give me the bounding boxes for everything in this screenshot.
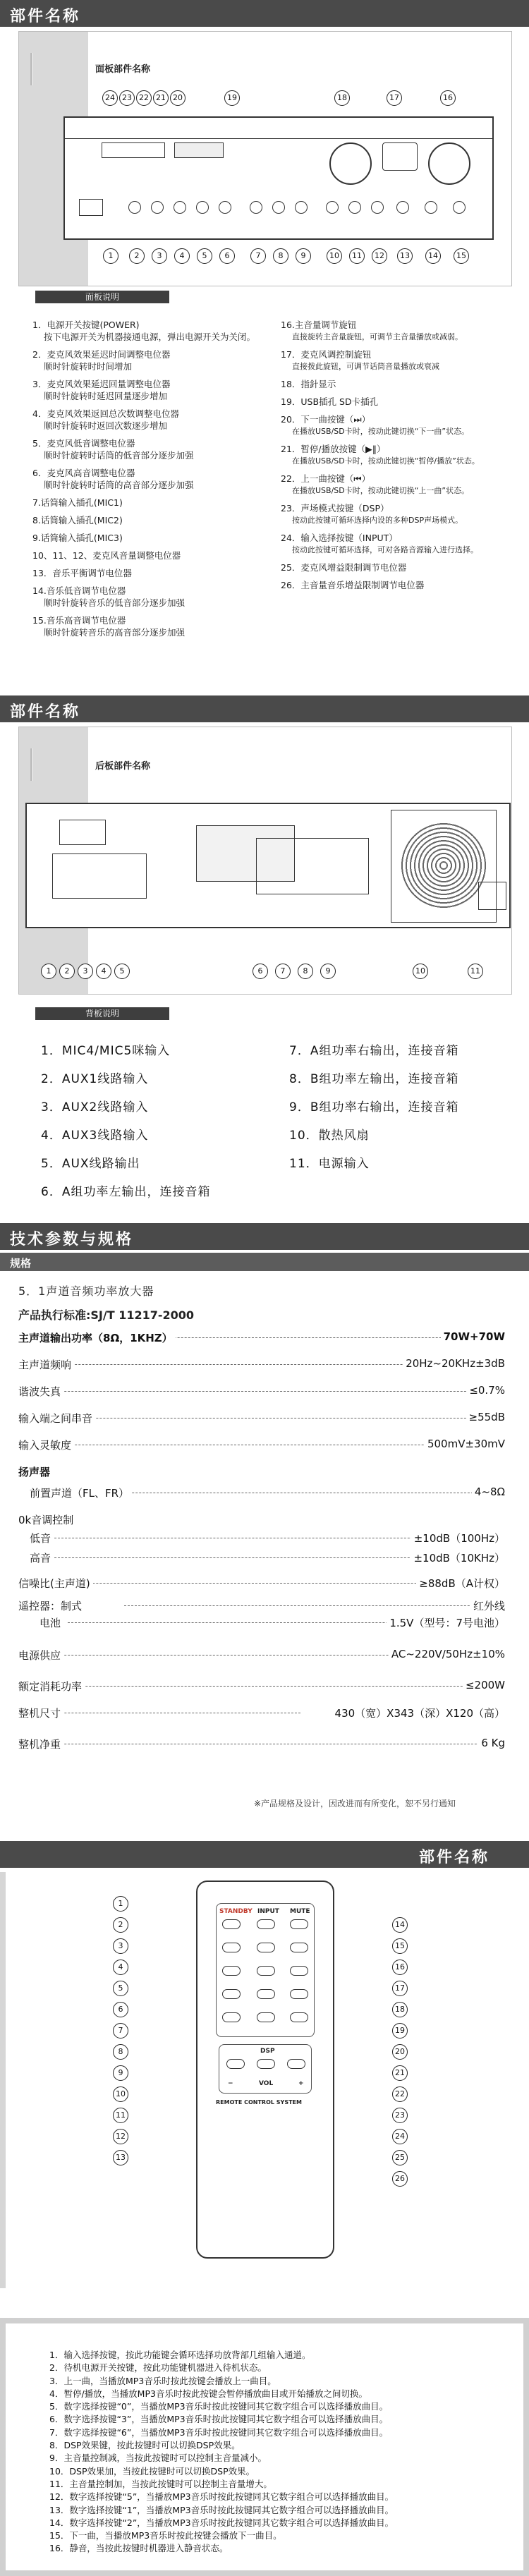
remote-callout-18: 18 <box>392 2002 408 2017</box>
remote-desc-item: 12．数字选择按键“5”，当播放MP3音乐时按此按键同其它数字组合可以选择播放曲目。 <box>49 2491 394 2503</box>
aux-input-block <box>52 853 147 899</box>
remote-parts-header <box>0 1841 529 1868</box>
mic-input-block <box>59 820 106 845</box>
mic-delay-knob <box>128 201 141 214</box>
callout-12: 12 <box>372 248 387 264</box>
front-desc-item: 23．声场模式按键（DSP） 按动此按键可循环选择内设的多种DSP声场模式。 <box>281 503 463 525</box>
front-desc-item: 8.话筒输入插孔(MIC2) <box>32 515 123 525</box>
remote-callout-25: 25 <box>392 2150 408 2165</box>
spec-table <box>18 1325 505 1758</box>
rear-desc-item: 4．AUX3线路输入 <box>41 1129 149 1143</box>
rear-desc-item: 6．A组功率左输出，连接音箱 <box>41 1185 211 1199</box>
callout-14: 14 <box>425 248 441 264</box>
spec-title: 规格 <box>10 1257 32 1270</box>
speaker-terminals <box>256 838 369 894</box>
mic-repeat-knob <box>174 201 186 214</box>
callout-9: 9 <box>296 248 311 264</box>
remote-callout-11: 11 <box>113 2108 128 2123</box>
front-desc-item: 19．USB插孔 SD卡插孔 <box>281 396 379 407</box>
front-desc-item: 17．麦克风调控制旋钮 直接拨此旋钮，可调节话筒音量播放或衰减 <box>281 349 439 371</box>
front-desc-item: 24．输入选择按键（INPUT） 按动此按键可循环选择，可对各路音源输入进行选择。 <box>281 533 478 554</box>
spec-row: 整机净重 6 Kg <box>18 1737 505 1751</box>
standby-button[interactable] <box>222 1919 241 1929</box>
next-button[interactable] <box>290 1943 308 1952</box>
standby-label: STANDBY <box>219 1908 253 1915</box>
front-desc-item: 7.话筒输入插孔(MIC1) <box>32 497 123 508</box>
front-desc-item: 9.话筒输入插孔(MIC3) <box>32 533 123 543</box>
vu-meter <box>382 142 418 171</box>
front-desc-item: 15.音乐高音调节电位器 顺时针旋转音乐的高音部分逐步加强 <box>32 615 186 638</box>
spec-row: 整机尺寸 430（宽）X343（深）X120（高） <box>18 1707 505 1720</box>
rear-desc-item: 8．B组功率左输出，连接音箱 <box>289 1072 459 1086</box>
rear-desc-item: 11．电源输入 <box>289 1157 370 1171</box>
front-desc-item: 18．指針显示 <box>281 379 336 389</box>
rear-desc-item: 10．散热风扇 <box>289 1129 370 1143</box>
mic-echo-knob <box>151 201 164 214</box>
front-desc-item: 14.音乐低音调节电位器 顺时针旋转音乐的低音部分逐步加强 <box>32 585 186 608</box>
callout-13: 13 <box>397 248 413 264</box>
remote-desc-item: 13．数字选择按键“1”，当播放MP3音乐时按此按键同其它数字组合可以选择播放曲目。 <box>49 2504 394 2515</box>
remote-callout-5: 5 <box>113 1981 128 1996</box>
remote-callout-26: 26 <box>392 2171 408 2187</box>
dsp-plus-button[interactable] <box>287 2059 305 2069</box>
digit-2-button[interactable] <box>257 1966 275 1976</box>
power-socket <box>478 882 506 910</box>
rear-callout-10: 10 <box>413 964 428 979</box>
front-parts-title: 部件名称 <box>10 8 81 25</box>
remote-callout-1: 1 <box>113 1896 128 1912</box>
callout-19: 19 <box>224 90 240 106</box>
callout-18: 18 <box>334 90 350 106</box>
rear-desc-item: 7．A组功率右输出，连接音箱 <box>289 1044 459 1058</box>
remote-desc-item: 1．输入选择按键，按此功能键会循环选择功放背部几组输入通道。 <box>49 2350 311 2360</box>
callout-6: 6 <box>219 248 235 264</box>
front-desc-right <box>281 319 521 597</box>
rear-callout-5: 5 <box>114 964 130 979</box>
front-desc-item: 21．暂停/播放按键（▶‖） 在播放USB/SD卡时，按动此键切换“暂停/播放”状态。 <box>281 444 480 466</box>
spec-row: 电源供应 AC~220V/50Hz±10% <box>18 1648 505 1662</box>
front-panel-label: 面板部件名称 <box>95 64 151 75</box>
spec-row: 遥控器：制式 红外线 <box>18 1600 505 1612</box>
digit-1-button[interactable] <box>222 1966 241 1976</box>
front-desc-left <box>32 319 265 644</box>
remote-desc-item: 9．主音量控制减，当按此按键时可以控制主音量减小。 <box>49 2453 267 2464</box>
callout-17: 17 <box>387 90 402 106</box>
remote-desc-item: 6．数字选择按键“3”，当播放MP3音乐时按此按键同其它数字组合可以选择播放曲目。 <box>49 2414 389 2425</box>
rear-callout-3: 3 <box>78 964 93 979</box>
remote-parts-title: 部件名称 <box>419 1849 490 1866</box>
digit-8-button[interactable] <box>257 2012 275 2022</box>
front-desc-item: 20．下一曲按键（⏭） 在播放USB/SD卡时，按动此键切换“下一曲”状态。 <box>281 414 470 436</box>
spec-note: ※产品规格及设计，因改进而有所变化，恕不另行通知 <box>254 1799 456 1809</box>
rear-desc-item: 5．AUX线路输出 <box>41 1157 140 1171</box>
remote-callout-19: 19 <box>392 2023 408 2039</box>
remote-desc-item: 10．DSP效果加，当按此按键时可以切换DSP效果。 <box>49 2465 255 2477</box>
remote-callout-15: 15 <box>392 1938 408 1954</box>
front-desc-item: 25．麦克风增益限制调节电位器 <box>281 562 407 573</box>
fan-grille <box>400 822 487 909</box>
remote-desc-list <box>49 2349 394 2556</box>
mic1-volume-knob <box>326 201 339 214</box>
rear-stripe-marker <box>30 748 33 781</box>
remote-desc-item: 11．主音量控制加，当按此按键时可以控制主音量增大。 <box>49 2478 272 2489</box>
mic3-volume-knob <box>371 201 384 214</box>
remote-desc-item: 4．暂停/播放，当播放MP3音乐时按此按键会暂停播放曲目或开始播放之间切换。 <box>49 2388 367 2399</box>
remote-desc-item: 15．下一曲，当播放MP3音乐时按此按键会播放下一曲目。 <box>49 2530 282 2541</box>
mic2-jack <box>272 201 285 214</box>
spec-header <box>0 1253 529 1271</box>
remote-callout-24: 24 <box>392 2129 408 2144</box>
spec-product-title: 5．1声道音频功率放大器 <box>18 1284 154 1298</box>
front-desc-item: 26．主音量音乐增益限制调节电位器 <box>281 580 425 590</box>
remote-desc-item: 14．数字选择按键“2”，当播放MP3音乐时按此按键同其它数字组合可以选择播放曲目。 <box>49 2517 394 2528</box>
rear-callout-9: 9 <box>320 964 336 979</box>
front-desc-item: 5．麦克风低音调整电位器 顺时针旋转时话筒的低音部分逐步加强 <box>32 438 194 461</box>
remote-callout-23: 23 <box>392 2108 408 2123</box>
digit-3-button[interactable] <box>290 1966 308 1976</box>
music-bass-knob <box>425 201 437 214</box>
callout-1: 1 <box>103 248 118 264</box>
rear-desc-item: 2．AUX1线路输入 <box>41 1072 149 1086</box>
play-pause-button[interactable] <box>257 1943 275 1952</box>
remote-callout-2: 2 <box>113 1917 128 1933</box>
rear-desc-item: 1．MIC4/MIC5咪输入 <box>41 1044 171 1058</box>
mute-button[interactable] <box>290 1919 308 1929</box>
rear-callout-2: 2 <box>59 964 75 979</box>
front-desc-item: 10、11、12、麦克风音量调整电位器 <box>32 550 181 561</box>
rear-callout-7: 7 <box>275 964 291 979</box>
mic2-volume-knob <box>348 201 361 214</box>
rear-parts-title: 部件名称 <box>10 703 81 721</box>
callout-7: 7 <box>250 248 266 264</box>
front-desc-item: 1．电源开关按键(POWER) 按下电源开关为机器接通电源，弹出电源开关为关闭。 <box>32 320 256 342</box>
remote-callout-4: 4 <box>113 1960 128 1975</box>
rear-desc-item: 9．B组功率右输出，连接音箱 <box>289 1100 459 1114</box>
spec-group-title: 扬声器 <box>18 1459 505 1480</box>
remote-callout-22: 22 <box>392 2086 408 2102</box>
callout-21: 21 <box>153 90 169 106</box>
input-label: INPUT <box>257 1908 279 1915</box>
remote-callout-14: 14 <box>392 1917 408 1933</box>
rear-panel-device <box>25 803 511 928</box>
input-button[interactable] <box>257 1919 275 1929</box>
spec-row: 谐波失真 ≤0.7% <box>18 1384 505 1398</box>
rear-callout-1: 1 <box>41 964 56 979</box>
power-switch <box>79 199 103 216</box>
callout-23: 23 <box>119 90 135 106</box>
remote-desc-item: 8．DSP效果键，按此按键时可以切换DSP效果。 <box>49 2440 241 2451</box>
spec-row: 输入端之间串音 ≥55dB <box>18 1411 505 1425</box>
callout-3: 3 <box>152 248 167 264</box>
rear-desc-left <box>41 1037 274 1206</box>
master-volume-knob <box>428 142 470 185</box>
remote-callout-10: 10 <box>113 2086 128 2102</box>
spec-row: 高音 ±10dB（10KHz） <box>30 1552 505 1565</box>
remote-system-label: REMOTE CONTROL SYSTEM <box>216 2099 302 2106</box>
rear-callout-4: 4 <box>96 964 111 979</box>
rear-parts-header <box>0 695 529 722</box>
tech-title: 技术参数与规格 <box>10 1231 134 1248</box>
front-panel-device <box>63 116 494 240</box>
callout-20: 20 <box>170 90 186 106</box>
dsp-label: DSP <box>260 2048 275 2055</box>
digit-7-button[interactable] <box>222 2012 241 2022</box>
callout-16: 16 <box>440 90 456 106</box>
callout-11: 11 <box>349 248 365 264</box>
remote-callout-16: 16 <box>392 1960 408 1975</box>
front-stripe-marker <box>30 53 33 85</box>
dsp-minus-button[interactable] <box>226 2059 245 2069</box>
device-top-strip <box>65 118 492 139</box>
callout-24: 24 <box>102 90 118 106</box>
front-desc-item: 4．麦克风效果返回总次数调整电位器 顺时针旋转时返回次数逐步增加 <box>32 408 179 431</box>
spec-row: 电池 1.5V（型号：7号电池） <box>39 1617 505 1629</box>
remote-callout-9: 9 <box>113 2065 128 2081</box>
rear-callout-8: 8 <box>298 964 313 979</box>
rear-desc-right <box>289 1037 522 1178</box>
callout-22: 22 <box>136 90 152 106</box>
remote-desc-item: 16．静音，当按此按键时机器进入静音状态。 <box>49 2543 229 2554</box>
remote-desc-item: 5．数字选择按键“0”，当播放MP3音乐时按此按键同其它数字组合可以选择播放曲目。 <box>49 2401 389 2412</box>
button-row <box>102 142 165 158</box>
display-window <box>174 142 224 158</box>
remote-desc-item: 2．待机电源开关按键，按此功能键机器进入待机状态。 <box>49 2362 267 2374</box>
remote-control-pad: DSP − VOL + <box>219 2044 312 2094</box>
mic-treble-knob <box>219 201 231 214</box>
front-desc-item: 13．音乐平衡调节电位器 <box>32 568 132 578</box>
front-desc-item: 16.主音量调节旋钮 直接旋转主音量旋钮，可调节主音量播放或减弱。 <box>281 320 463 341</box>
rear-callout-11: 11 <box>468 964 483 979</box>
mic3-jack <box>295 201 308 214</box>
remote-desc-item: 7．数字选择按键“6”，当播放MP3音乐时按此按键同其它数字组合可以选择播放曲目。 <box>49 2426 389 2438</box>
spec-group-title: 0k音调控制 <box>18 1507 505 1528</box>
callout-10: 10 <box>327 248 342 264</box>
remote-keypad <box>216 1903 315 2037</box>
remote-callout-3: 3 <box>113 1938 128 1954</box>
spec-row: 低音 ±10dB（100Hz） <box>30 1532 505 1545</box>
spec-row: 信噪比(主声道) ≥88dB（A计权） <box>18 1577 505 1590</box>
remote-callout-21: 21 <box>392 2065 408 2081</box>
tech-header <box>0 1223 529 1250</box>
mic-volume-knob <box>329 142 372 185</box>
remote-callout-8: 8 <box>113 2044 128 2060</box>
rear-callout-6: 6 <box>253 964 268 979</box>
rear-desc-header: 背板说明 <box>35 1007 169 1020</box>
remote-side-band <box>0 1872 6 2288</box>
callout-8: 8 <box>273 248 288 264</box>
front-desc-item: 6．麦克风高音调整电位器 顺时针旋转时话筒的高音部分逐步加强 <box>32 468 194 490</box>
digit-4-button[interactable] <box>222 1989 241 1999</box>
remote-callout-12: 12 <box>113 2129 128 2144</box>
remote-callout-20: 20 <box>392 2044 408 2060</box>
spec-row: 主声道频响 20Hz~20KHz±3dB <box>18 1357 505 1371</box>
prev-button[interactable] <box>222 1943 241 1952</box>
spec-row: 前置声道（FL、FR） 4~8Ω <box>30 1486 505 1500</box>
callout-5: 5 <box>197 248 212 264</box>
vol-label: VOL <box>259 2080 274 2087</box>
rear-panel-label: 后板部件名称 <box>95 761 151 772</box>
mic1-jack <box>250 201 262 214</box>
digit-0-button[interactable] <box>257 2059 275 2069</box>
front-parts-header <box>0 0 529 27</box>
digit-9-button[interactable] <box>290 2012 308 2022</box>
digit-5-button[interactable] <box>257 1989 275 1999</box>
digit-6-button[interactable] <box>290 1989 308 1999</box>
spec-row: 输入灵敏度 500mV±30mV <box>18 1438 505 1452</box>
front-desc-item: 22．上一曲按键（⏮） 在播放USB/SD卡时，按动此键切换“上一曲”状态。 <box>281 473 470 495</box>
remote-callout-7: 7 <box>113 2023 128 2039</box>
remote-callout-13: 13 <box>113 2150 128 2165</box>
spec-row: 主声道输出功率（8Ω，1KHZ） 70W+70W <box>18 1330 505 1344</box>
spec-row: 额定消耗功率 ≤200W <box>18 1679 505 1693</box>
remote-desc-item: 3．上一曲，当播放MP3音乐时按此按键会播放上一曲目。 <box>49 2375 276 2386</box>
mic-bass-knob <box>196 201 209 214</box>
mute-label: MUTE <box>290 1908 310 1915</box>
callout-2: 2 <box>129 248 145 264</box>
remote-callout-6: 6 <box>113 2002 128 2017</box>
callout-4: 4 <box>174 248 190 264</box>
remote-body <box>196 1881 334 2259</box>
front-desc-header: 面板说明 <box>35 291 169 303</box>
remote-callout-17: 17 <box>392 1981 408 1996</box>
front-desc-item: 2．麦克风效果延迟时间调整电位器 顺时针旋转时时间增加 <box>32 349 171 372</box>
balance-knob <box>396 201 409 214</box>
spec-standard: 产品执行标准:SJ/T 11217-2000 <box>18 1308 195 1322</box>
front-desc-item: 3．麦克风效果延迟回量调整电位器 顺时针旋转时延迟回量逐步增加 <box>32 379 171 401</box>
callout-15: 15 <box>454 248 469 264</box>
music-treble-knob <box>453 201 466 214</box>
rear-desc-item: 3．AUX2线路输入 <box>41 1100 149 1114</box>
